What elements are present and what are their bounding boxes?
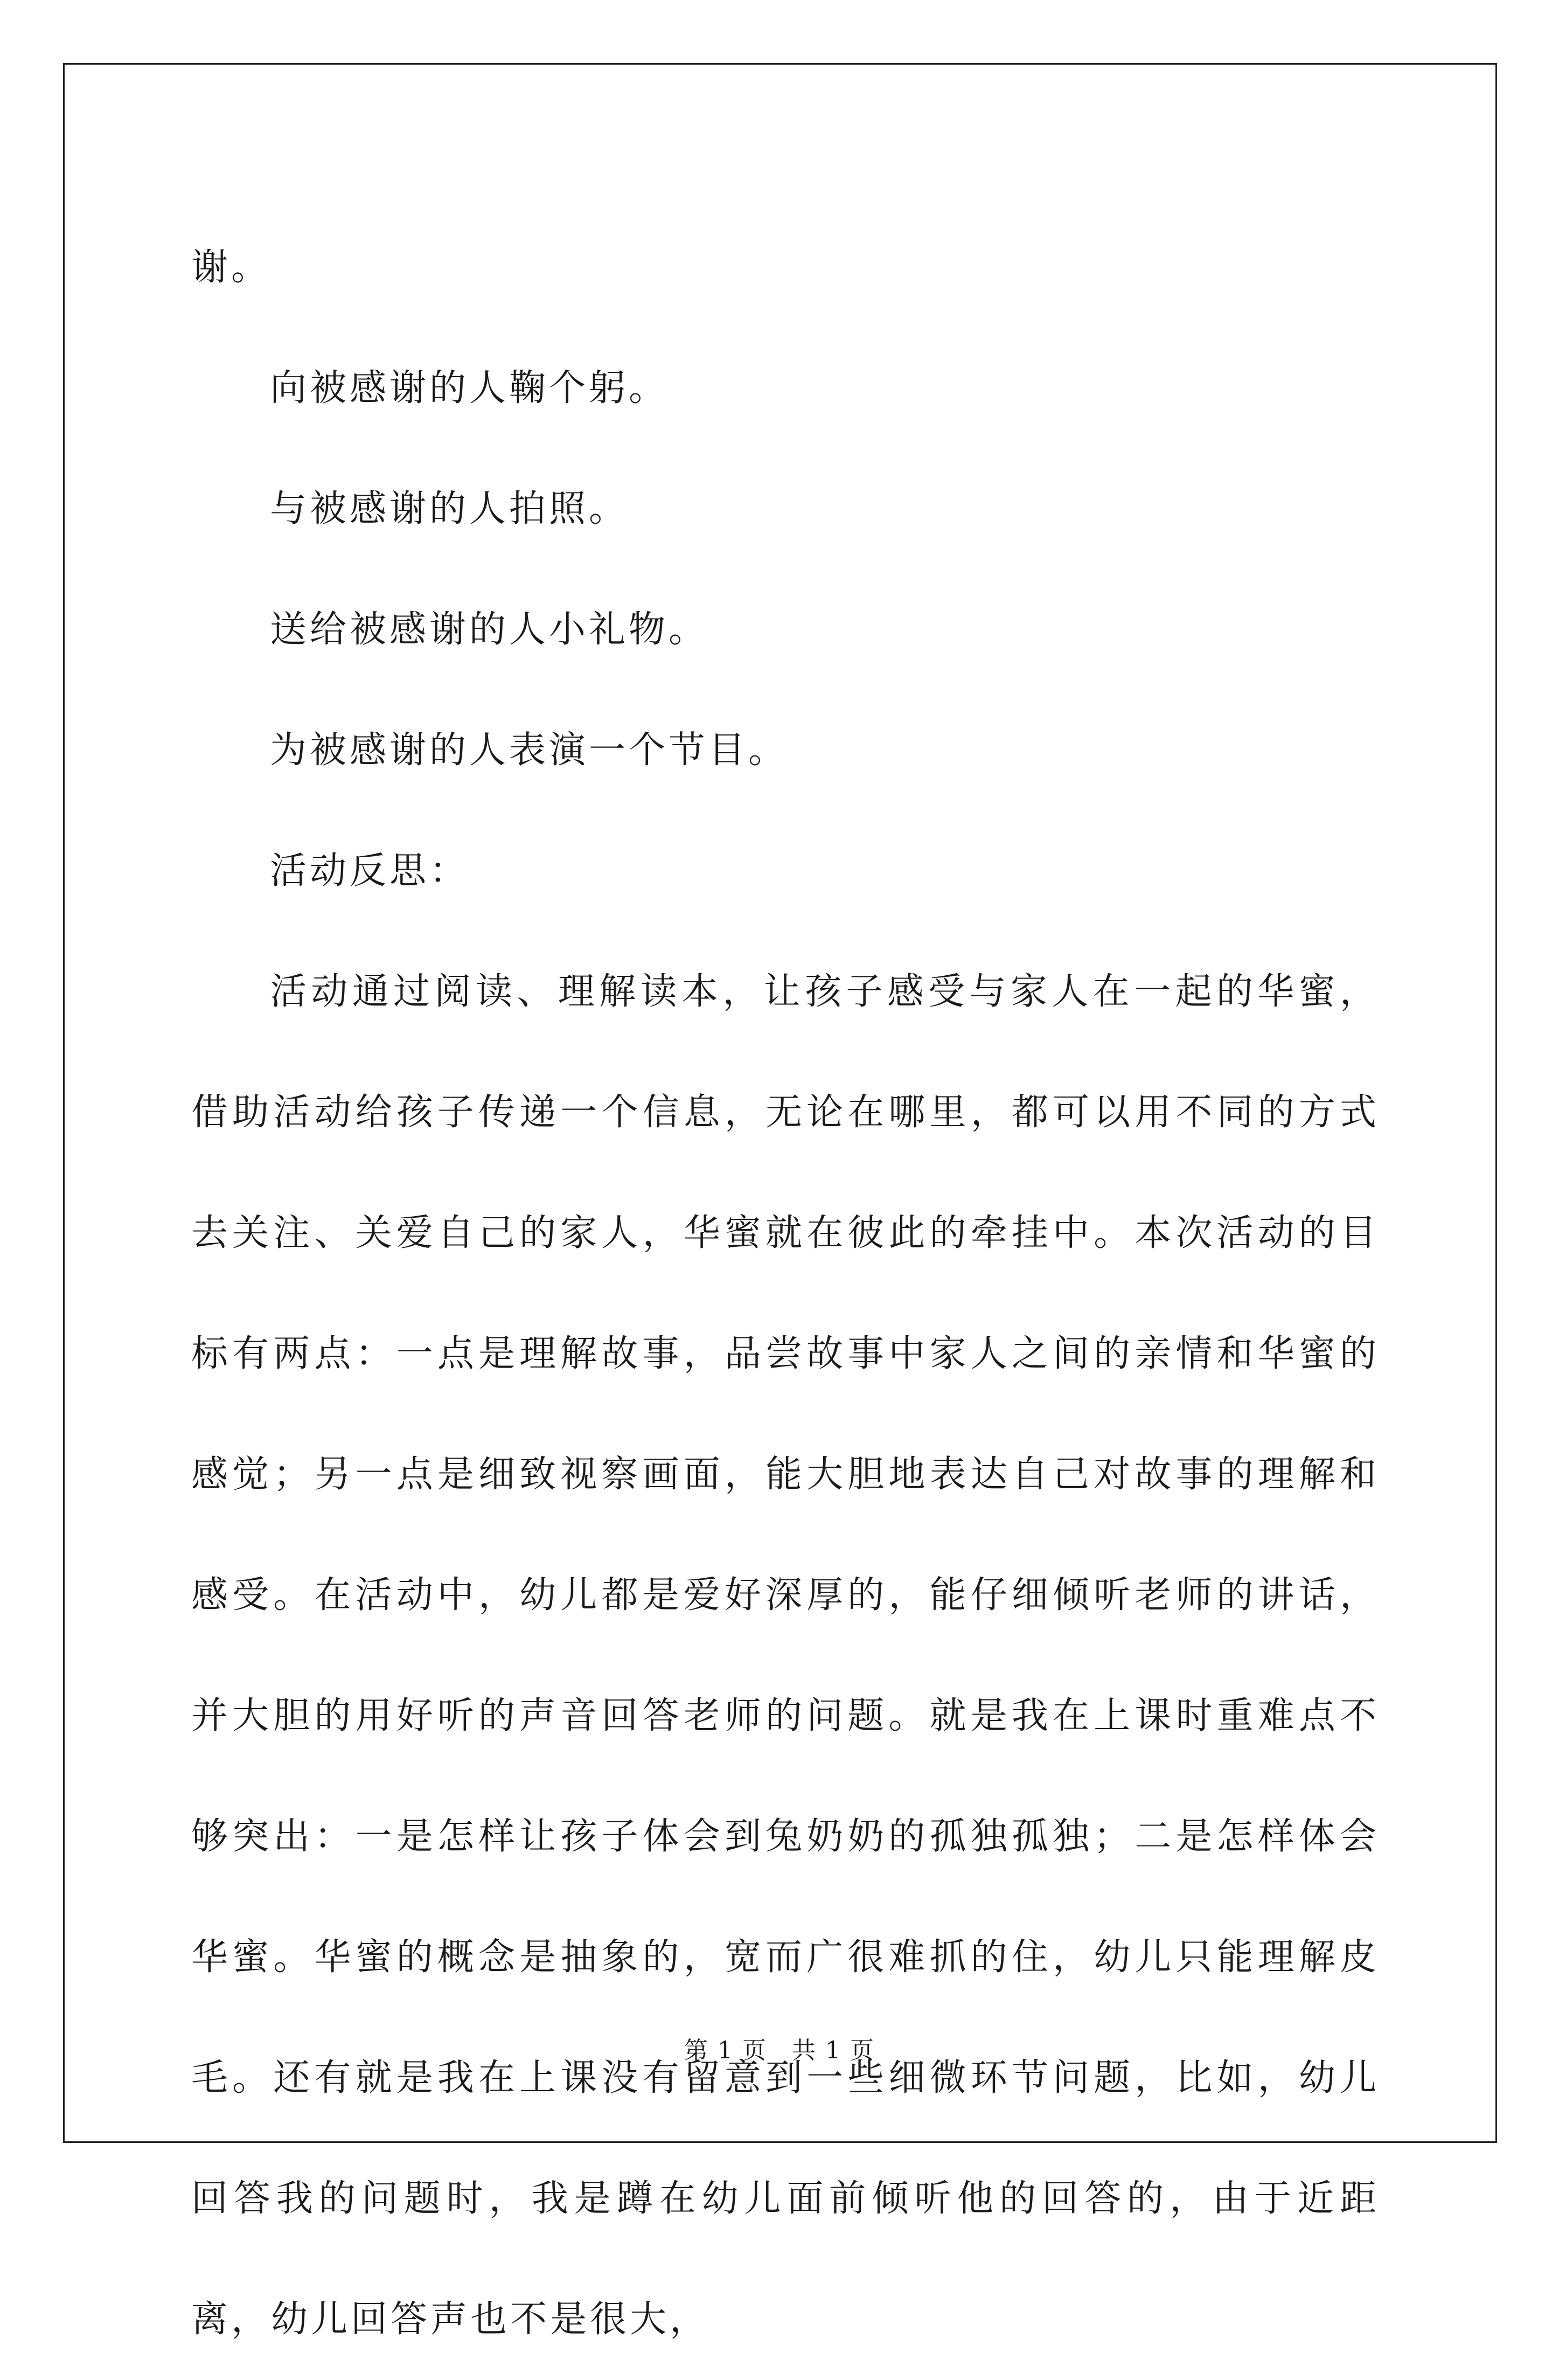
section-heading-reflection: 活动反思： xyxy=(270,850,470,892)
page-number-footer: 第 1 页 共 1 页 xyxy=(684,2037,875,2064)
paragraph-photo: 与被感谢的人拍照。 xyxy=(270,488,629,530)
paragraph-performance: 为被感谢的人表演一个节目。 xyxy=(270,729,789,772)
paragraph-reflection: 活动通过阅读、理解读本，让孩子感受与家人在一起的华蜜，借助活动给孩子传递一个信息，无论在哪里，都可以用不同的方式去关注、关爱自己的家人，华蜜就在彼此的牵挂中。本次活动的目标有两点：一点是理解故事，品尝故事中家人之间的亲情和华蜜的感觉；另一点是细致视察画面，能大胆地表达自己对故事的理解和感受。在活动中，幼儿都是爱好深厚的，能仔细倾听老师的讲话，并大胆的用好听的声音回答老师的问题。就是我在上课时重难点不够突出：一是怎样让孩子体会到兔奶奶的孤独孤独；二是怎样体会华蜜。华蜜的概念是抽象的，宽而广很难抓的住，幼儿只能理解皮毛。还有就是我在上课没有留意到一些细微环节问题，比如，幼儿回答我的问题时，我是蹲在幼儿面前倾听他的回答的，由于近距离，幼儿回答声也不是很大， xyxy=(191,970,1380,2341)
paragraph-gift: 送给被感谢的人小礼物。 xyxy=(270,608,709,651)
paragraph-bow: 向被感谢的人鞠个躬。 xyxy=(270,367,669,410)
paragraph-continuation: 谢。 xyxy=(191,246,272,289)
